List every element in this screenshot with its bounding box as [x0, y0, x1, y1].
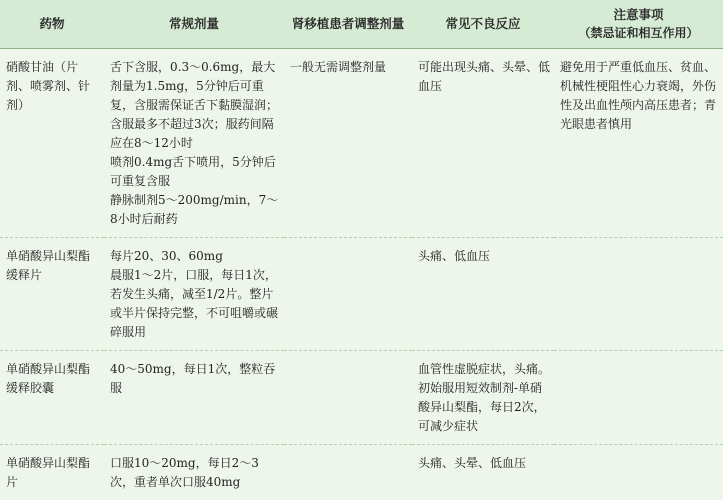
cell-notes [554, 445, 723, 500]
dose-line: 静脉制剂5～200mg/min，7～8小时后耐药 [110, 191, 280, 229]
header-notes-main: 注意事项 [613, 7, 663, 22]
cell-notes: 避免用于严重低血压、贫血、机械性梗阻性心力衰竭，外伤性及出血性颅内高压患者；青光眼患者慎用 [554, 49, 723, 238]
header-notes [554, 0, 723, 49]
table-row [0, 445, 723, 500]
dose-line: 喷剂0.4mg舌下喷用，5分钟后可重复含服 [110, 153, 280, 191]
cell-dose [104, 49, 284, 238]
cell-adverse-reactions: 头痛、低血压 [412, 238, 554, 351]
cell-notes [554, 351, 723, 445]
header-drug: 药物 [0, 0, 104, 49]
cell-drug: 单硝酸异山梨酯缓释片 [0, 238, 104, 351]
table-row [0, 351, 723, 445]
table-row [0, 238, 723, 351]
dose-line: 舌下含服，0.3～0.6mg，最大剂量为1.5mg，5分钟后可重复，含服需保证舌下黏膜湿润；含服最多不超过3次；服药间隔应在8～12小时 [110, 58, 280, 153]
table-header [0, 0, 723, 49]
cell-drug: 单硝酸异山梨酯片 [0, 445, 104, 500]
cell-drug: 硝酸甘油（片剂、喷雾剂、针剂） [0, 49, 104, 238]
dose-line: 40～50mg，每日1次，整粒吞服 [110, 360, 280, 398]
cell-renal-adjustment [284, 351, 412, 445]
cell-dose [104, 238, 284, 351]
header-notes-sub: （禁忌证和相互作用） [558, 24, 719, 42]
dose-line: 晨服1～2片，口服，每日1次，若发生头痛，减至1/2片。整片或半片保持完整，不可咀嚼或碾碎服用 [110, 266, 280, 342]
cell-adverse-reactions: 头痛、头晕、低血压 [412, 445, 554, 500]
dose-line: 口服10～20mg，每日2～3次，重者单次口服40mg [110, 454, 280, 492]
cell-adverse-reactions: 血管性虚脱症状，头痛。初始服用短效制剂-单硝酸异山梨酯，每日2次，可减少症状 [412, 351, 554, 445]
dose-line: 每片20、30、60mg [110, 247, 280, 266]
header-row [0, 0, 723, 49]
cell-dose [104, 445, 284, 500]
header-renal-adjustment: 肾移植患者调整剂量 [284, 0, 412, 49]
header-adverse-reactions: 常见不良反应 [412, 0, 554, 49]
cell-notes [554, 238, 723, 351]
table-row [0, 49, 723, 238]
header-dose: 常规剂量 [104, 0, 284, 49]
cell-renal-adjustment [284, 238, 412, 351]
cell-renal-adjustment [284, 445, 412, 500]
cell-adverse-reactions: 可能出现头痛、头晕、低血压 [412, 49, 554, 238]
cell-drug: 单硝酸异山梨酯缓释胶囊 [0, 351, 104, 445]
cell-renal-adjustment: 一般无需调整剂量 [284, 49, 412, 238]
cell-dose [104, 351, 284, 445]
table-body [0, 49, 723, 500]
